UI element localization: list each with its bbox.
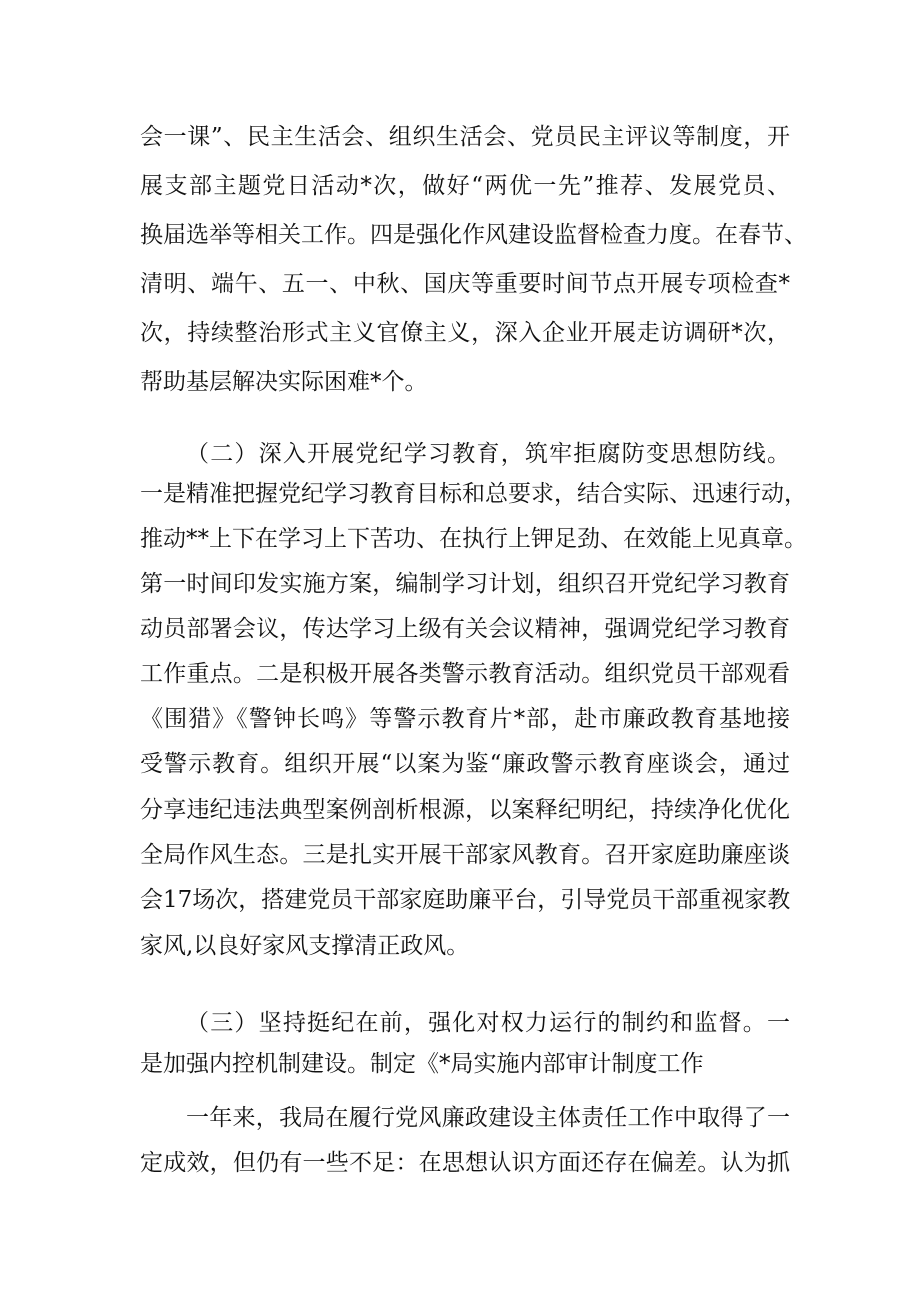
paragraph-line: 工作重点。二是积极开展各类警示教育活动。组织党员干部观看	[140, 661, 790, 687]
paragraph-line: 清明、端午、五一、中秋、国庆等重要时间节点开展专项检查*	[140, 271, 790, 297]
paragraph-line: 次，持续整治形式主义官僚主义，深入企业开展走访调研*次，	[140, 320, 790, 346]
paragraph-line: 是加强内控机制建设。制定《*局实施内部审计制度工作	[140, 1051, 704, 1077]
paragraph-line: 受警示教育。组织开展“以案为鉴“廉政警示教育座谈会，通过	[140, 751, 790, 777]
paragraph-line: 帮助基层解决实际困难*个。	[140, 369, 428, 395]
paragraph-line: 展支部主题党日活动*次，做好“两优一先”推荐、发展党员、	[140, 173, 790, 199]
paragraph-line: 换届选举等相关工作。四是强化作风建设监督检查力度。在春节、	[140, 222, 807, 248]
paragraph-line: 一年来，我局在履行党风廉政建设主体责任工作中取得了一	[186, 1105, 790, 1131]
paragraph-line: 分享违纪违法典型案例剖析根源，以案释纪明纪，持续净化优化	[140, 797, 790, 823]
paragraph-line: 动员部署会议，传达学习上级有关会议精神，强调党纪学习教育	[140, 616, 790, 642]
paragraph-line: 家风,以良好家风支撑清正政风。	[140, 933, 470, 959]
paragraph-line: 推动**上下在学习上下苦功、在执行上钾足劲、在效能上见真章。	[140, 526, 807, 552]
paragraph-line: 会一课”、民主生活会、组织生活会、党员民主评议等制度，开	[140, 124, 790, 150]
paragraph-line: 一是精准把握党纪学习教育目标和总要求，结合实际、迅速行动，	[140, 481, 807, 507]
paragraph-line: 会17场次，搭建党员干部家庭助廉平台，引导党员干部重视家教	[140, 887, 791, 913]
section-heading-line: （二）深入开展党纪学习教育，筑牢拒腐防变思想防线。	[186, 441, 790, 467]
paragraph-line: 《围猎》《警钟长鸣》等警示教育片*部，赴市廉政教育基地接	[140, 706, 790, 732]
paragraph-line: 全局作风生态。三是扎实开展干部家风教育。召开家庭助廉座谈	[140, 842, 790, 868]
paragraph-line: 定成效，但仍有一些不足：在思想认识方面还存在偏差。认为抓	[140, 1150, 790, 1176]
section-heading-line: （三）坚持挺纪在前，强化对权力运行的制约和监督。一	[186, 1010, 790, 1036]
paragraph-line: 第一时间印发实施方案，编制学习计划，组织召开党纪学习教育	[140, 571, 790, 597]
